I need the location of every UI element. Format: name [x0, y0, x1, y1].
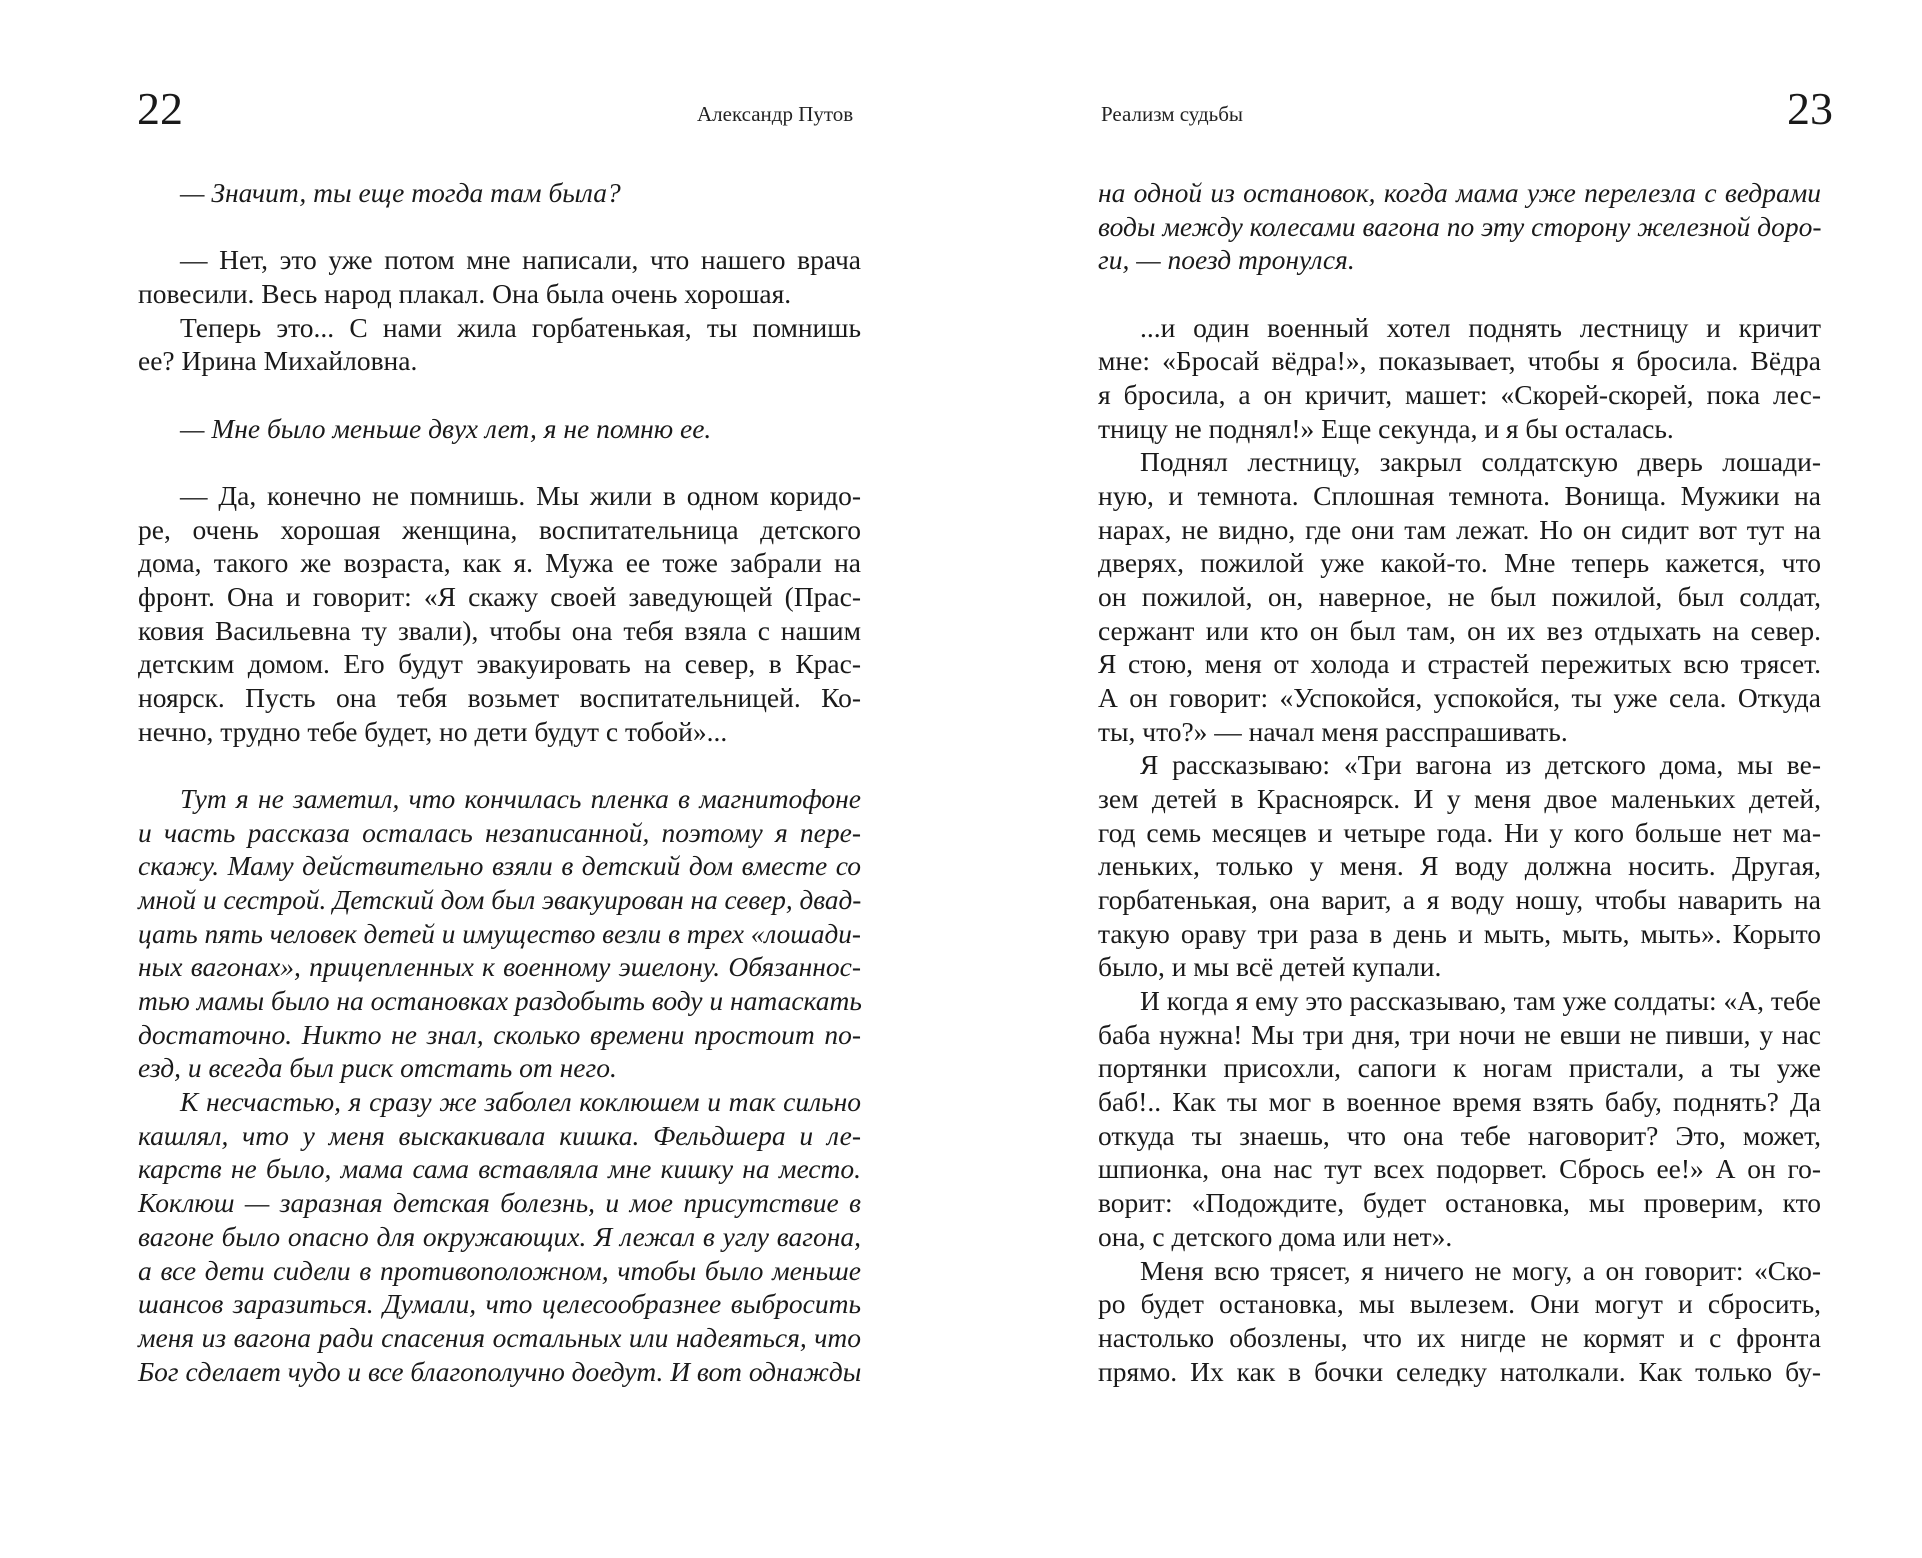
blank-line [1098, 277, 1821, 311]
text-line: меня из вагона ради спасения остальных или надеяться, что [138, 1321, 861, 1353]
text-line: прямо. Их как в бочки селедку натолкали. Как только бу- [1098, 1355, 1821, 1387]
text-line: зем детей в Красноярск. И у меня двое маленьких детей, [1098, 783, 1821, 815]
text-line: — Да, конечно не помнишь. Мы жили в одном коридо- [180, 480, 861, 512]
text-line: Коклюш — заразная детская болезнь, и мое присутствие в [138, 1187, 861, 1219]
text-line: а все дети сидели в противоположном, чтобы было меньше [138, 1254, 861, 1286]
text-line: достаточно. Никто не знал, сколько времени простоит по- [138, 1018, 861, 1050]
text-line: повесили. Весь народ плакал. Она была очень хорошая. [138, 278, 792, 310]
text-line: вагоне было опасно для окружающих. Я лежал в углу вагона, [138, 1220, 861, 1252]
page-number: 22 [137, 83, 183, 134]
text-line: горбатенькая, она варит, а я воду ношу, чтобы наварить на [1098, 884, 1821, 916]
text-line: леньких, только у меня. Я воду должна носить. Другая, [1098, 850, 1821, 882]
text-line: такую ораву три раза в день и мыть, мыть, мыть». Корыто [1098, 917, 1821, 949]
text-line: дома, такого же возраста, как я. Мужа ее тоже забрали на [138, 547, 861, 579]
text-line: откуда ты знаешь, что она тебе наговорит? Это, может, [1098, 1119, 1821, 1151]
text-line: ре, очень хорошая женщина, воспитательница детского [138, 513, 861, 545]
page-number: 23 [1787, 83, 1833, 134]
text-line: тницу не поднял!» Еще секунда, и я бы осталась. [1098, 412, 1674, 444]
text-line: на одной из остановок, когда мама уже перелезла с ведрами [1098, 177, 1821, 208]
text-line: Поднял лестницу, закрыл солдатскую дверь лошади- [1140, 446, 1821, 478]
text-line: мне: «Бросай вёдра!», показывает, чтобы я бросила. Вёдра [1098, 345, 1821, 377]
text-line: я бросила, а он кричит, машет: «Скорей-скорей, пока лес- [1098, 379, 1821, 411]
text-line: — Значит, ты еще тогда там была? [180, 177, 621, 208]
text-line: шансов заразиться. Думали, что целесообразнее выбросить [138, 1288, 861, 1320]
text-line: сержант или кто он был там, он их вез отдыхать на север. [1098, 614, 1821, 646]
text-line: шпионка, она нас тут всех подорвет. Сбрось ее!» А он го- [1098, 1153, 1821, 1185]
text-line: К несчастью, я сразу же заболел коклюшем и так сильно [180, 1086, 861, 1118]
text-line: Меня всю трясет, я ничего не могу, а он говорит: «Ско- [1140, 1254, 1821, 1286]
text-line: ты, что?» — начал меня расспрашивать. [1098, 715, 1568, 747]
text-line: детским домом. Его будут эвакуировать на север, в Крас- [138, 648, 861, 680]
text-line: год семь месяцев и четыре года. Ни у кого больше нет ма- [1098, 816, 1821, 848]
text-line: баба нужна! Мы три дня, три ночи не евши не пивши, у нас [1098, 1018, 1821, 1050]
text-line: портянки присохли, сапоги к ногам пристали, а ты уже [1098, 1052, 1821, 1084]
text-line: ро будет остановка, мы вылезем. Они могут и сбросить, [1098, 1288, 1821, 1320]
text-line: ноярск. Пусть она тебя возьмет воспитательницей. Ко- [138, 682, 861, 714]
text-line: Я рассказываю: «Три вагона из детского дома, мы ве- [1140, 749, 1821, 781]
blank-line [138, 210, 861, 244]
text-line: ее? Ирина Михайловна. [138, 345, 418, 377]
text-line: А он говорит: «Успокойся, успокойся, ты уже села. Откуда [1098, 682, 1821, 714]
running-head-title: Реализм судьбы [1101, 102, 1244, 126]
text-line: и часть рассказа осталась незаписанной, поэтому я пере- [138, 816, 861, 848]
text-line: ных вагонах», прицепленных к военному эшелону. Обязаннос- [138, 951, 861, 983]
text-line: нечно, трудно тебе будет, но дети будут с тобой»... [138, 715, 728, 747]
text-line: Бог сделает чудо и все благополучно доедут. И вот однажды [138, 1355, 862, 1387]
text-line: Тут я не заметил, что кончилась пленка в магнитофоне [180, 783, 861, 815]
text-line: Теперь это... С нами жила горбатенькая, ты помнишь [180, 311, 861, 343]
text-line: воды между колесами вагона по эту сторону железной доро- [1098, 210, 1822, 242]
text-line: фронт. Она и говорит: «Я скажу своей заведующей (Прас- [138, 581, 861, 613]
text-line: мной и сестрой. Детский дом был эвакуирован на север, двад- [138, 884, 862, 916]
text-line: карств не было, мама сама вставляла мне кишку на место. [138, 1153, 861, 1185]
blank-line [138, 378, 861, 412]
text-line: нарах, не видно, где они там лежат. Но он сидит вот тут на [1098, 513, 1821, 545]
left-page-text [138, 176, 861, 1388]
running-head-author: Александр Путов [697, 102, 854, 126]
text-line: было, и мы всё детей купали. [1098, 951, 1442, 983]
text-line: баб!.. Как ты мог в военное время взять бабу, поднять? Да [1098, 1086, 1821, 1118]
text-line: скажу. Маму действительно взяли в детский дом вместе со [138, 850, 861, 882]
text-line: — Нет, это уже потом мне написали, что нашего врача [180, 244, 861, 276]
text-line: ную, и темнота. Сплошная темнота. Вонища. Мужики на [1098, 480, 1821, 512]
blank-line [138, 748, 861, 782]
text-line: ворит: «Подождите, будет остановка, мы проверим, кто [1098, 1187, 1821, 1219]
text-line: ...и один военный хотел поднять лестницу и кричит [1140, 311, 1821, 343]
text-line: она, с детского дома или нет». [1098, 1220, 1453, 1252]
text-line: ковия Васильевна ту звали), чтобы она тебя взяла с нашим [138, 614, 861, 646]
right-page-text [1098, 176, 1821, 1388]
text-line: — Мне было меньше двух лет, я не помню ее. [180, 412, 712, 444]
text-line: он пожилой, он, наверное, не был пожилой, был солдат, [1098, 581, 1821, 613]
text-line: настолько обозлены, что их нигде не кормят и с фронта [1098, 1321, 1821, 1353]
text-line: Я стою, меня от холода и страстей пережитых всю трясет. [1098, 648, 1821, 680]
blank-line [138, 445, 861, 479]
text-line: ги, — поезд тронулся. [1098, 244, 1355, 276]
text-line: тью мамы было на остановках раздобыть воду и натаскать [138, 985, 862, 1017]
text-line: кашлял, что у меня выскакивала кишка. Фельдшера и ле- [138, 1119, 861, 1151]
text-line: И когда я ему это рассказываю, там уже солдаты: «А, тебе [1140, 985, 1821, 1017]
text-line: цать пять человек детей и имущество везли в трех «лошади- [138, 917, 861, 949]
text-line: дверях, пожилой уже какой-то. Мне теперь кажется, что [1098, 547, 1821, 579]
text-line: езд, и всегда был риск отстать от него. [138, 1052, 617, 1084]
